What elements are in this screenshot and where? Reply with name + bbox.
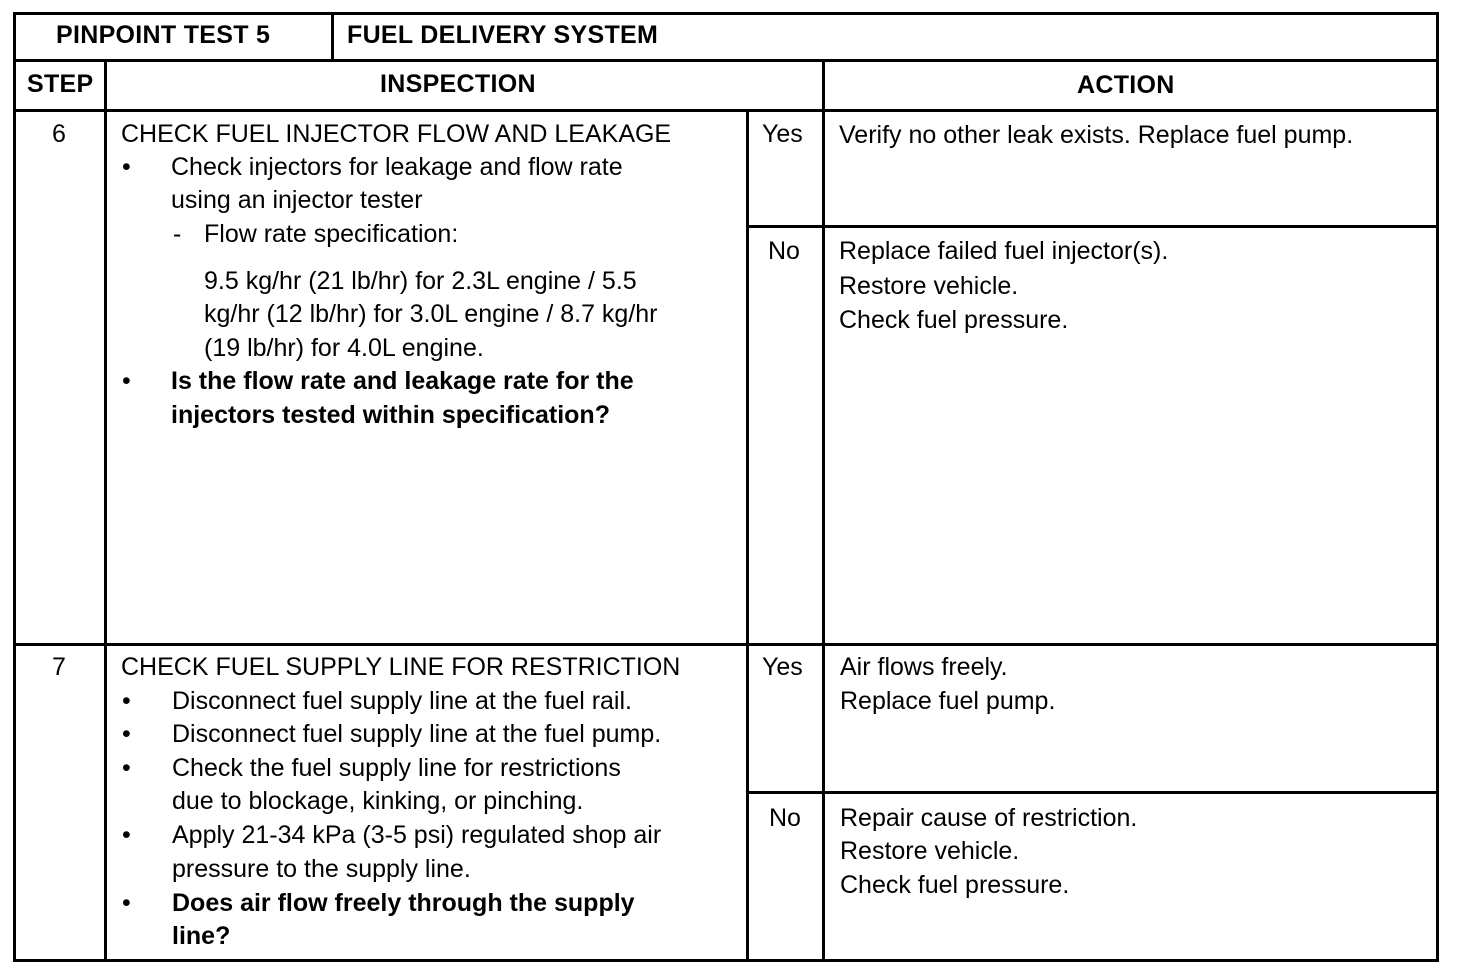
step-6-sub-label: Flow rate specification: [204, 220, 459, 248]
system-label: FUEL DELIVERY SYSTEM [347, 21, 659, 49]
step-6-bullet1-line1: Check injectors for leakage and flow rate [171, 153, 623, 181]
bullet-icon: • [122, 821, 131, 849]
step-6-bullet1-line2: using an injector tester [171, 186, 423, 214]
bullet-icon: • [122, 367, 131, 395]
step-7-no-action-2: Restore vehicle. [840, 837, 1020, 865]
step-6-number: 6 [52, 120, 66, 148]
step-6-no-label: No [768, 237, 800, 265]
header-divider [13, 59, 1439, 62]
inspection-column-header: INSPECTION [380, 70, 536, 98]
step-6-no-action-3: Check fuel pressure. [839, 306, 1069, 334]
step-column-header: STEP [27, 70, 94, 98]
step-7-bullet3-line2: due to blockage, kinking, or pinching. [172, 787, 584, 815]
step-column-divider [104, 59, 107, 962]
step6-yes-no-divider [746, 225, 1439, 228]
table-border-right [1436, 12, 1439, 962]
step-7-question-line1: Does air flow freely through the supply [172, 889, 635, 917]
step-7-no-label: No [769, 804, 801, 832]
header-title-divider [331, 12, 334, 62]
bullet-icon: • [122, 889, 131, 917]
step-7-bullet2: Disconnect fuel supply line at the fuel pump. [172, 720, 662, 748]
step-6-yes-action: Verify no other leak exists. Replace fuel pump. [839, 121, 1354, 149]
step-7-bullet1: Disconnect fuel supply line at the fuel rail. [172, 687, 632, 715]
step-6-yes-label: Yes [762, 120, 803, 148]
step-6-spec-line1: 9.5 kg/hr (21 lb/hr) for 2.3L engine / 5.5 [204, 267, 637, 295]
step-6-question-line1: Is the flow rate and leakage rate for the [171, 367, 634, 395]
bullet-icon: • [122, 720, 131, 748]
test-label: PINPOINT TEST 5 [56, 21, 271, 49]
step7-yes-no-divider [746, 791, 1439, 794]
column-header-divider [13, 109, 1439, 112]
dash-icon: - [173, 220, 182, 248]
bullet-icon: • [122, 153, 131, 181]
bullet-icon: • [122, 687, 131, 715]
table-border-bottom [13, 959, 1439, 962]
step-7-number: 7 [52, 653, 66, 681]
step-7-bullet4-line2: pressure to the supply line. [172, 855, 471, 883]
table-border-top [13, 12, 1439, 15]
step-7-question-line2: line? [172, 922, 231, 950]
action-column-divider [822, 59, 825, 962]
step-7-title: CHECK FUEL SUPPLY LINE FOR RESTRICTION [121, 653, 681, 681]
step-7-yes-action-1: Air flows freely. [840, 653, 1008, 681]
step-7-bullet4-line1: Apply 21-34 kPa (3-5 psi) regulated shop air [172, 821, 662, 849]
step-7-bullet3-line1: Check the fuel supply line for restrictions [172, 754, 621, 782]
yes-no-column-divider [746, 109, 749, 962]
action-column-header: ACTION [1077, 71, 1175, 99]
step-divider [13, 643, 1439, 646]
step-6-question-line2: injectors tested within specification? [171, 401, 610, 429]
step-7-no-action-1: Repair cause of restriction. [840, 804, 1138, 832]
step-6-title: CHECK FUEL INJECTOR FLOW AND LEAKAGE [121, 120, 672, 148]
bullet-icon: • [122, 754, 131, 782]
step-6-spec-line3: (19 lb/hr) for 4.0L engine. [204, 334, 484, 362]
step-7-yes-label: Yes [762, 653, 803, 681]
table-border-left [13, 12, 16, 962]
step-7-no-action-3: Check fuel pressure. [840, 871, 1070, 899]
step-6-no-action-2: Restore vehicle. [839, 272, 1019, 300]
step-7-yes-action-2: Replace fuel pump. [840, 687, 1056, 715]
step-6-spec-line2: kg/hr (12 lb/hr) for 3.0L engine / 8.7 kg/hr [204, 300, 658, 328]
step-6-no-action-1: Replace failed fuel injector(s). [839, 237, 1169, 265]
